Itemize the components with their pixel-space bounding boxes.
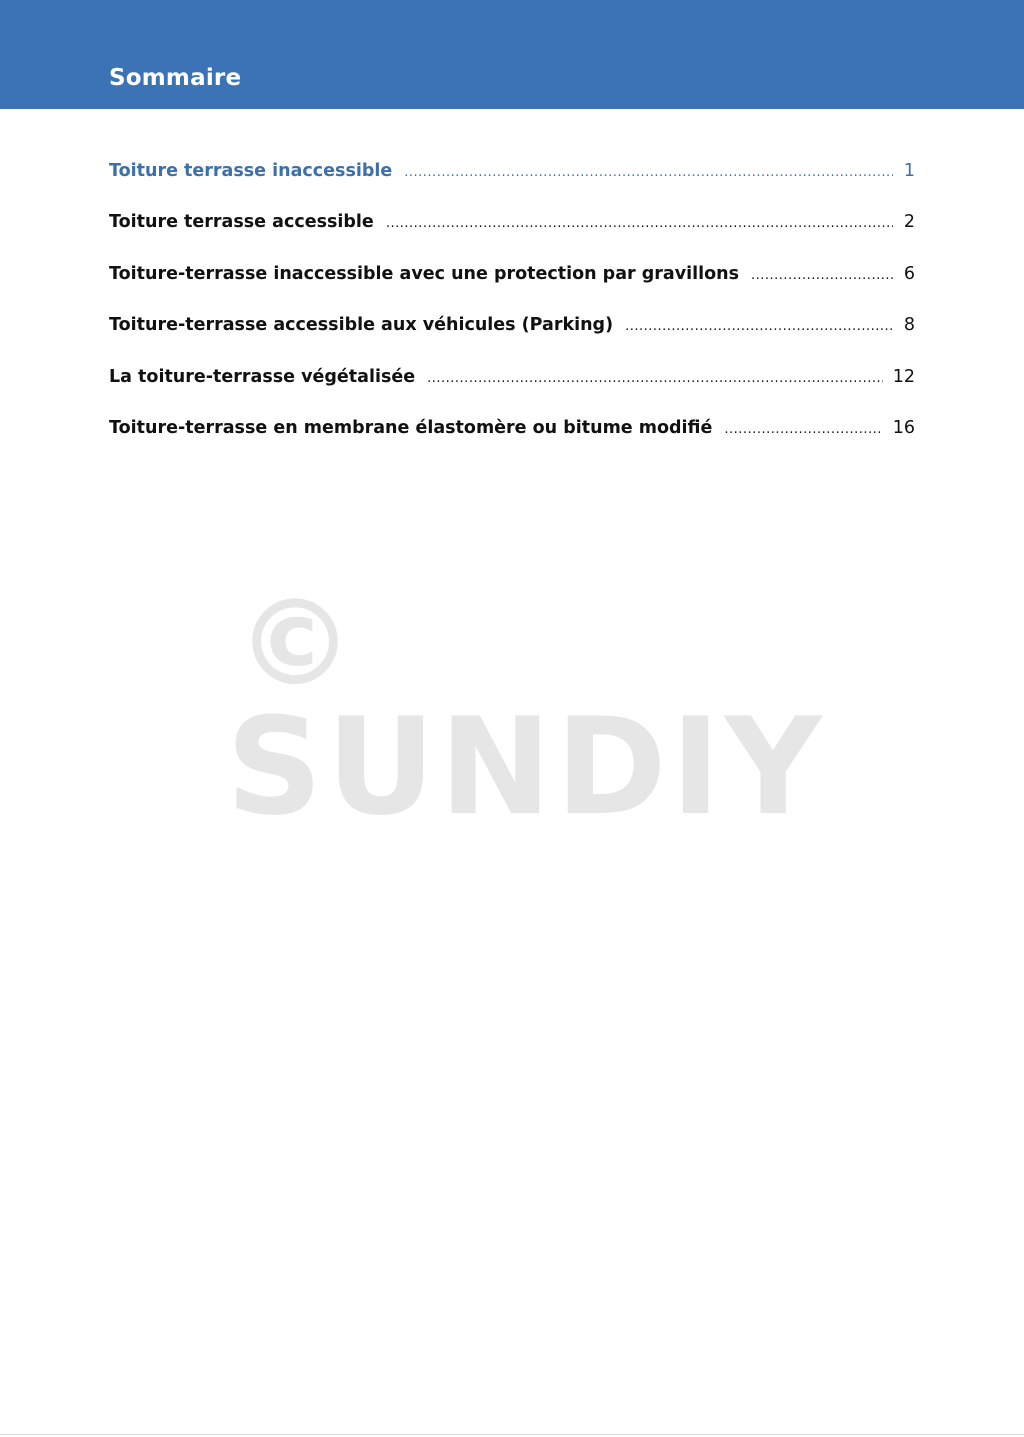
toc-entry[interactable]	[109, 311, 915, 362]
toc-dot-leader	[427, 365, 883, 393]
watermark-copyright-symbol: ©	[236, 574, 354, 712]
toc-entry-label: Toiture-terrasse accessible aux véhicules (Parking)	[109, 315, 614, 336]
toc-page-number: 6	[903, 263, 915, 284]
page-bottom-rule	[0, 1434, 1024, 1435]
toc-entry[interactable]	[109, 157, 915, 208]
toc-entry-label: Toiture-terrasse en membrane élastomère ou bitume modifié	[109, 417, 713, 438]
toc-page-number: 2	[903, 212, 915, 233]
header-band	[0, 0, 1024, 109]
watermark-text: SUNDIY	[226, 689, 826, 845]
toc-page-number: 1	[903, 161, 915, 181]
toc-page-number: 16	[892, 417, 915, 438]
toc-dot-leader	[625, 313, 893, 341]
toc-entry[interactable]	[109, 260, 915, 311]
toc-page-number: 8	[903, 315, 915, 336]
toc-dot-leader	[751, 262, 893, 290]
toc-dot-leader	[386, 210, 893, 238]
toc-dot-leader	[724, 416, 882, 444]
toc-entry-label: Toiture-terrasse inaccessible avec une protection par gravillons	[109, 263, 739, 284]
table-of-contents	[109, 157, 915, 465]
toc-entry[interactable]	[109, 208, 915, 259]
toc-entry-label: La toiture-terrasse végétalisée	[109, 366, 416, 387]
toc-entry-label: Toiture terrasse inaccessible	[109, 161, 393, 181]
toc-entry[interactable]	[109, 363, 915, 414]
toc-entry[interactable]	[109, 414, 915, 465]
toc-dot-leader	[404, 159, 893, 187]
page-title: Sommaire	[109, 65, 242, 91]
toc-page-number: 12	[892, 366, 915, 387]
toc-entry-label: Toiture terrasse accessible	[109, 212, 374, 233]
